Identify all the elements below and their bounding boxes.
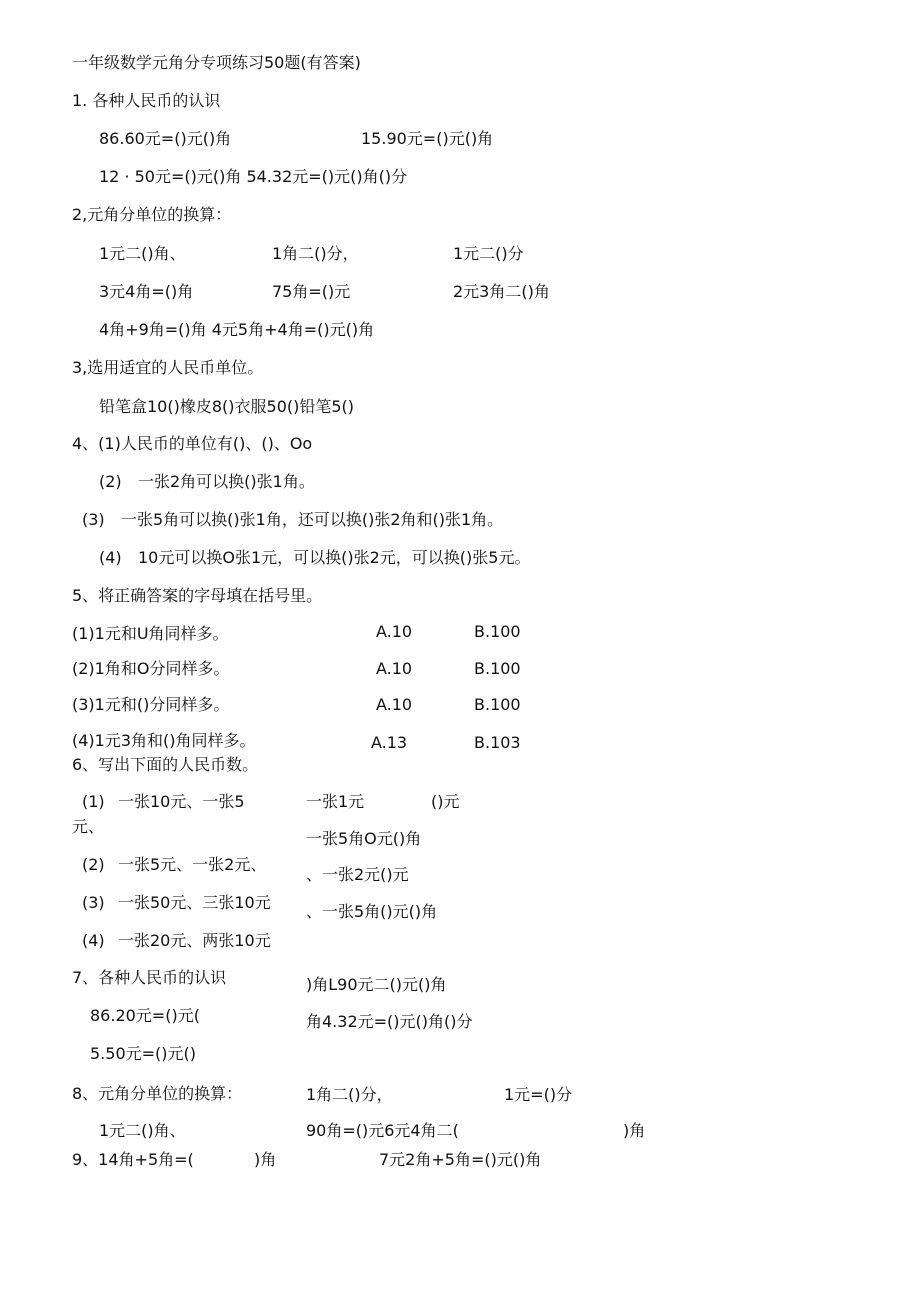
s4-q2-number: (2): [99, 472, 122, 491]
s1-item-a: 86.60元=()元()角: [99, 129, 232, 148]
s6-right-2: 一张5角O元()角: [306, 829, 422, 848]
s2-r1a: 1元二()角、: [99, 244, 186, 263]
s7-item-a: 86.20元=()元(: [90, 1006, 200, 1025]
s5-row-2-option-b: B.100: [474, 659, 521, 678]
s8-r2c: )角: [623, 1121, 646, 1140]
section-5-heading: 5、将正确答案的字母填在括号里。: [72, 586, 323, 605]
s6-q1-number: (1): [82, 792, 105, 811]
s5-row-3-question: (3)1元和()分同样多。: [72, 695, 230, 714]
s8-c1: 1角二()分，: [306, 1085, 393, 1104]
s6-q3-number: (3): [82, 893, 105, 912]
s6-right-3: 、一张2元()元: [306, 865, 409, 884]
s6-q4-number: (4): [82, 931, 105, 950]
s4-q2: 一张2角可以换()张1角。: [138, 472, 315, 491]
section-6-heading: 6、写出下面的人民币数。: [72, 755, 259, 774]
section-8-heading: 8、元角分单位的换算：: [72, 1084, 243, 1103]
s9-c: 7元2角+5角=()元()角: [379, 1150, 542, 1169]
s4-q4: 10元可以换O张1元，可以换()张2元，可以换()张5元。: [138, 548, 531, 567]
s5-row-4-option-a: A.13: [371, 733, 408, 752]
s5-row-1-option-b: B.100: [474, 622, 521, 641]
s9-b: )角: [254, 1150, 277, 1169]
s5-row-4-question: (4)1元3角和()角同样多。: [72, 731, 256, 750]
s2-r2c: 2元3角二()角: [453, 282, 550, 301]
s8-r2a: 1元二()角、: [99, 1121, 186, 1140]
s4-q3-number: (3): [82, 510, 105, 529]
page-title: 一年级数学元角分专项练习50题(有答案): [72, 53, 361, 72]
s6-q4-left: 一张20元、两张10元: [118, 931, 271, 950]
s2-r3: 4角+9角=()角 4元5角+4角=()元()角: [99, 320, 375, 339]
s6-q2-left: 一张5元、一张2元、: [118, 855, 267, 874]
section-7-heading: 7、各种人民币的认识: [72, 968, 227, 987]
s8-c2: 1元=()分: [504, 1085, 573, 1104]
s9-a: 9、14角+5角=(: [72, 1150, 194, 1169]
s2-r1c: 1元二()分: [453, 244, 524, 263]
s5-row-2-question: (2)1角和O分同样多。: [72, 659, 230, 678]
s6-right-4: 、一张5角()元()角: [306, 902, 438, 921]
s6-q1-left: 一张10元、一张5: [118, 792, 245, 811]
s8-r2b: 90角=()元6元4角二(: [306, 1121, 459, 1140]
s5-row-1-question: (1)1元和U角同样多。: [72, 624, 229, 643]
s7-right-1: )角L90元二()元()角: [306, 975, 447, 994]
s4-q3: 一张5角可以换()张1角，还可以换()张2角和()张1角。: [121, 510, 504, 529]
s2-r2b: 75角=()元: [272, 282, 351, 301]
s5-row-3-option-b: B.100: [474, 695, 521, 714]
section-2-heading: 2,元角分单位的换算：: [72, 205, 232, 224]
s4-q4-number: (4): [99, 548, 122, 567]
s5-row-3-option-a: A.10: [376, 695, 413, 714]
s7-right-2: 角4.32元=()元()角()分: [306, 1012, 473, 1031]
s7-item-b: 5.50元=()元(): [90, 1044, 197, 1063]
s6-right-1a: 一张1元: [306, 792, 365, 811]
s6-q1-left-wrap: 元、: [72, 817, 105, 836]
s4-q1: 4、(1)人民币的单位有()、()、Oo: [72, 434, 313, 453]
s6-q3-left: 一张50元、三张10元: [118, 893, 271, 912]
s3-items: 铅笔盒10()橡皮8()衣服50()铅笔5(): [99, 397, 355, 416]
s6-q2-number: (2): [82, 855, 105, 874]
s1-item-b: 15.90元=()元()角: [361, 129, 494, 148]
s5-row-2-option-a: A.10: [376, 659, 413, 678]
s6-right-1b: ()元: [431, 792, 460, 811]
section-1-heading: 1. 各种人民币的认识: [72, 91, 221, 110]
s5-row-4-option-b: B.103: [474, 733, 521, 752]
section-3-heading: 3,选用适宜的人民币单位。: [72, 358, 264, 377]
s2-r2a: 3元4角=()角: [99, 282, 194, 301]
s2-r1b: 1角二()分，: [272, 244, 359, 263]
s5-row-1-option-a: A.10: [376, 622, 413, 641]
s1-item-c: 12 · 50元=()元()角 54.32元=()元()角()分: [99, 167, 408, 186]
